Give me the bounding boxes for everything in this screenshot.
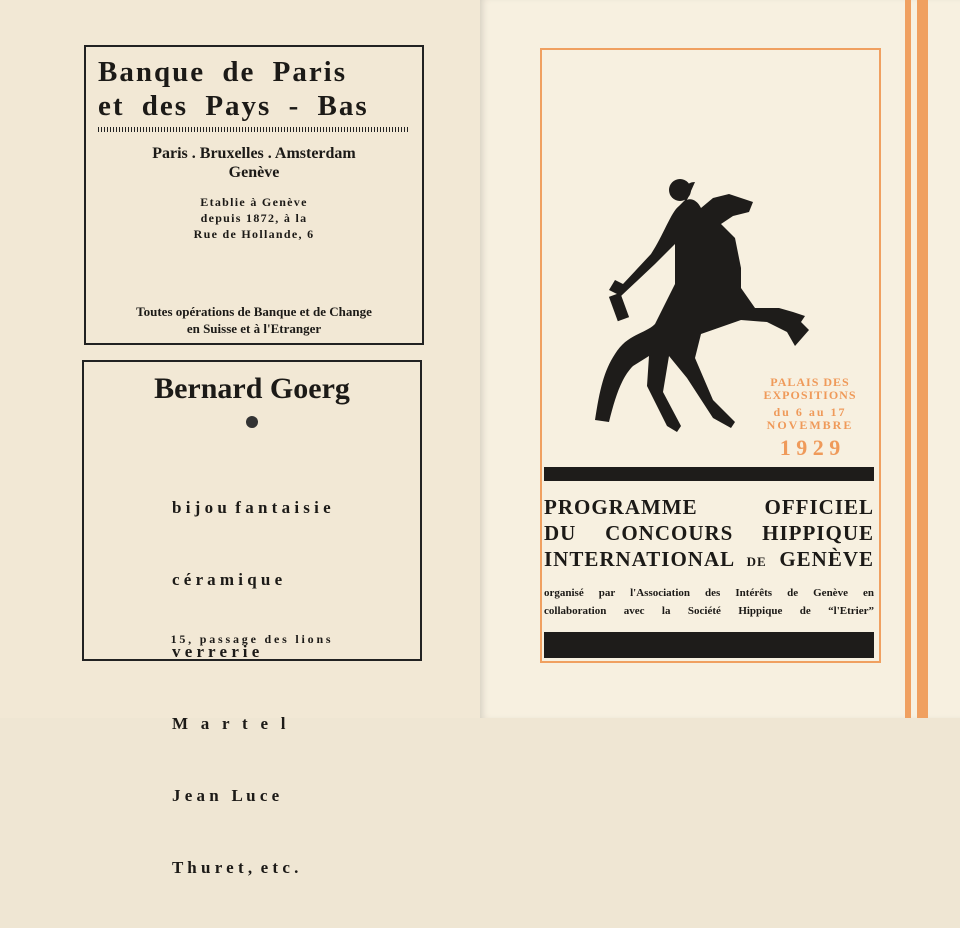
year: 1 9 2 9 xyxy=(779,435,841,460)
bank-title-line2: et des Pays - Bas xyxy=(98,90,369,122)
organizer-line: collaboration avec la Société Hippique de “l'Etrier” xyxy=(544,605,874,617)
title-line: PROGRAMME OFFICIEL xyxy=(544,495,874,519)
dates xyxy=(755,406,865,432)
operations-line: en Suisse et à l'Etranger xyxy=(186,321,322,336)
bullet-icon xyxy=(246,416,258,428)
orange-stripe xyxy=(917,0,928,718)
divider xyxy=(98,127,410,132)
bottom-bar xyxy=(544,632,874,658)
goerg-items xyxy=(172,448,420,928)
title-line xyxy=(544,546,874,572)
goerg-item: c é r a m i q u e xyxy=(172,570,283,589)
title-de: DE xyxy=(746,554,767,569)
venue-line: EXPOSITIONS xyxy=(763,388,857,402)
date-line: NOVEMBRE xyxy=(766,418,854,432)
bank-title xyxy=(86,47,422,123)
title-international: INTERNATIONAL xyxy=(544,547,734,571)
date-line: du 6 au 17 xyxy=(773,405,847,419)
goerg-item: J e a n L u c e xyxy=(172,786,280,805)
bank-title-line1: Banque de Paris xyxy=(98,56,348,88)
established-line: Rue de Hollande, 6 xyxy=(193,227,315,241)
goerg-item: T h u r e t , e t c . xyxy=(172,858,299,877)
goerg-name: Bernard Goerg xyxy=(154,372,350,405)
orange-stripe xyxy=(905,0,911,718)
venue xyxy=(755,376,865,402)
organizer-line: organisé par l'Association des Intérêts de Genève en xyxy=(544,587,874,599)
organizer xyxy=(544,584,874,620)
bank-cities: Paris . Bruxelles . Amsterdam xyxy=(152,145,356,162)
title-geneve: GENÈVE xyxy=(779,547,875,571)
venue-line: PALAIS DES xyxy=(770,375,850,389)
established-line: Etablie à Genève xyxy=(200,195,308,209)
bank-established xyxy=(86,194,422,242)
goerg-item: b i j o u f a n t a i s i e xyxy=(172,498,331,517)
goerg-item: M a r t e l xyxy=(172,714,286,733)
left-page xyxy=(0,0,480,877)
ground-bar xyxy=(544,467,874,481)
goerg-item: v e r r e r i e xyxy=(172,642,260,661)
operations-line: Toutes opérations de Banque et de Change xyxy=(136,304,372,319)
bank-advertisement xyxy=(84,45,424,345)
established-line: depuis 1872, à la xyxy=(200,211,308,225)
programme-title xyxy=(544,494,874,572)
bank-city-geneve: Genève xyxy=(228,164,280,181)
goerg-address: 15, passage des lions xyxy=(170,632,334,646)
bank-operations xyxy=(86,303,422,337)
title-line: DU CONCOURS HIPPIQUE xyxy=(544,521,874,545)
goerg-advertisement xyxy=(82,360,422,877)
